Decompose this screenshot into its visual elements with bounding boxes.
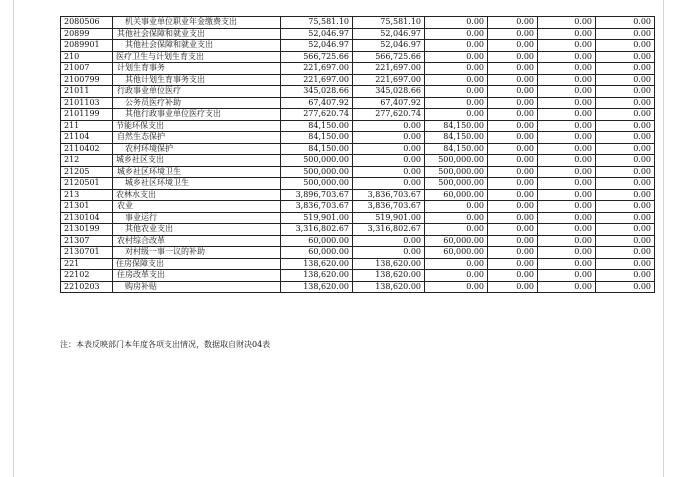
cell-total: 500,000.00 <box>281 166 353 178</box>
cell-col-4: 0.00 <box>488 247 538 259</box>
cell-col-4: 0.00 <box>488 166 538 178</box>
cell-subject-code: 2120501 <box>61 178 113 190</box>
cell-total: 138,620.00 <box>281 281 353 293</box>
cell-basic-expenditure: 0.00 <box>353 120 425 132</box>
cell-subject-code: 2130199 <box>61 224 113 236</box>
cell-col-6: 0.00 <box>596 97 655 109</box>
cell-project-expenditure: 0.00 <box>425 270 488 282</box>
cell-col-6: 0.00 <box>596 224 655 236</box>
cell-basic-expenditure: 0.00 <box>353 235 425 247</box>
table-row <box>61 40 655 52</box>
cell-subject-name: 住房改革支出 <box>113 270 281 282</box>
cell-col-6: 0.00 <box>596 40 655 52</box>
cell-col-5: 0.00 <box>538 143 596 155</box>
table-row <box>61 189 655 201</box>
cell-basic-expenditure: 0.00 <box>353 143 425 155</box>
cell-basic-expenditure: 3,836,703.67 <box>353 189 425 201</box>
cell-col-6: 0.00 <box>596 281 655 293</box>
cell-col-5: 0.00 <box>538 201 596 213</box>
cell-col-4: 0.00 <box>488 109 538 121</box>
cell-project-expenditure: 0.00 <box>425 17 488 29</box>
cell-project-expenditure: 0.00 <box>425 28 488 40</box>
cell-col-6: 0.00 <box>596 247 655 259</box>
cell-subject-name: 农业 <box>113 201 281 213</box>
table-row <box>61 74 655 86</box>
cell-col-5: 0.00 <box>538 132 596 144</box>
cell-subject-code: 2110402 <box>61 143 113 155</box>
table-body <box>61 17 655 293</box>
cell-project-expenditure: 0.00 <box>425 74 488 86</box>
cell-basic-expenditure: 75,581.10 <box>353 17 425 29</box>
cell-col-6: 0.00 <box>596 74 655 86</box>
cell-basic-expenditure: 138,620.00 <box>353 270 425 282</box>
cell-col-5: 0.00 <box>538 235 596 247</box>
cell-subject-code: 211 <box>61 120 113 132</box>
cell-project-expenditure: 0.00 <box>425 201 488 213</box>
table-row <box>61 235 655 247</box>
table-row <box>61 63 655 75</box>
cell-col-6: 0.00 <box>596 109 655 121</box>
cell-subject-code: 2130104 <box>61 212 113 224</box>
cell-subject-code: 21104 <box>61 132 113 144</box>
cell-col-5: 0.00 <box>538 86 596 98</box>
cell-col-6: 0.00 <box>596 155 655 167</box>
cell-col-4: 0.00 <box>488 212 538 224</box>
cell-col-6: 0.00 <box>596 189 655 201</box>
table-row <box>61 247 655 259</box>
cell-col-4: 0.00 <box>488 86 538 98</box>
cell-col-6: 0.00 <box>596 120 655 132</box>
cell-col-5: 0.00 <box>538 17 596 29</box>
cell-col-6: 0.00 <box>596 212 655 224</box>
cell-project-expenditure: 0.00 <box>425 40 488 52</box>
cell-col-4: 0.00 <box>488 224 538 236</box>
cell-project-expenditure: 0.00 <box>425 97 488 109</box>
cell-col-5: 0.00 <box>538 247 596 259</box>
cell-col-5: 0.00 <box>538 224 596 236</box>
cell-basic-expenditure: 221,697.00 <box>353 74 425 86</box>
page-edge-right <box>663 0 664 477</box>
cell-project-expenditure: 0.00 <box>425 258 488 270</box>
cell-col-4: 0.00 <box>488 235 538 247</box>
cell-basic-expenditure: 566,725.66 <box>353 51 425 63</box>
table-row <box>61 258 655 270</box>
cell-total: 345,028.66 <box>281 86 353 98</box>
cell-total: 52,046.97 <box>281 28 353 40</box>
table-row <box>61 143 655 155</box>
table-row <box>61 155 655 167</box>
cell-basic-expenditure: 345,028.66 <box>353 86 425 98</box>
cell-col-4: 0.00 <box>488 74 538 86</box>
cell-basic-expenditure: 0.00 <box>353 247 425 259</box>
cell-subject-name: 公务员医疗补助 <box>113 97 281 109</box>
cell-subject-name: 行政事业单位医疗 <box>113 86 281 98</box>
cell-col-4: 0.00 <box>488 28 538 40</box>
cell-col-5: 0.00 <box>538 51 596 63</box>
table-row <box>61 109 655 121</box>
cell-col-4: 0.00 <box>488 201 538 213</box>
cell-basic-expenditure: 52,046.97 <box>353 40 425 52</box>
cell-col-5: 0.00 <box>538 109 596 121</box>
cell-basic-expenditure: 52,046.97 <box>353 28 425 40</box>
cell-col-4: 0.00 <box>488 120 538 132</box>
cell-subject-code: 21301 <box>61 201 113 213</box>
cell-subject-name: 机关事业单位职业年金缴费支出 <box>113 17 281 29</box>
cell-basic-expenditure: 67,407.92 <box>353 97 425 109</box>
cell-subject-name: 医疗卫生与计划生育支出 <box>113 51 281 63</box>
cell-project-expenditure: 84,150.00 <box>425 120 488 132</box>
cell-col-6: 0.00 <box>596 17 655 29</box>
table-row <box>61 224 655 236</box>
cell-subject-name: 计划生育事务 <box>113 63 281 75</box>
cell-col-6: 0.00 <box>596 63 655 75</box>
table-row <box>61 97 655 109</box>
cell-project-expenditure: 0.00 <box>425 109 488 121</box>
cell-col-6: 0.00 <box>596 178 655 190</box>
cell-project-expenditure: 60,000.00 <box>425 189 488 201</box>
cell-col-6: 0.00 <box>596 235 655 247</box>
cell-col-4: 0.00 <box>488 189 538 201</box>
cell-project-expenditure: 0.00 <box>425 51 488 63</box>
cell-total: 138,620.00 <box>281 270 353 282</box>
cell-basic-expenditure: 138,620.00 <box>353 258 425 270</box>
cell-subject-name: 住房保障支出 <box>113 258 281 270</box>
cell-total: 3,836,703.67 <box>281 201 353 213</box>
cell-basic-expenditure: 3,316,802.67 <box>353 224 425 236</box>
cell-total: 500,000.00 <box>281 155 353 167</box>
cell-basic-expenditure: 0.00 <box>353 178 425 190</box>
cell-col-6: 0.00 <box>596 143 655 155</box>
cell-col-5: 0.00 <box>538 189 596 201</box>
cell-subject-code: 21011 <box>61 86 113 98</box>
cell-project-expenditure: 60,000.00 <box>425 235 488 247</box>
cell-total: 84,150.00 <box>281 143 353 155</box>
cell-subject-code: 2101103 <box>61 97 113 109</box>
cell-project-expenditure: 0.00 <box>425 212 488 224</box>
cell-total: 52,046.97 <box>281 40 353 52</box>
cell-col-5: 0.00 <box>538 97 596 109</box>
cell-subject-name: 其他农业支出 <box>113 224 281 236</box>
cell-col-6: 0.00 <box>596 258 655 270</box>
table-row <box>61 28 655 40</box>
cell-subject-code: 210 <box>61 51 113 63</box>
cell-project-expenditure: 0.00 <box>425 63 488 75</box>
cell-col-5: 0.00 <box>538 281 596 293</box>
cell-total: 221,697.00 <box>281 74 353 86</box>
cell-col-5: 0.00 <box>538 178 596 190</box>
cell-col-4: 0.00 <box>488 178 538 190</box>
cell-subject-code: 212 <box>61 155 113 167</box>
cell-subject-name: 其他行政事业单位医疗支出 <box>113 109 281 121</box>
table-row <box>61 51 655 63</box>
cell-col-4: 0.00 <box>488 281 538 293</box>
cell-project-expenditure: 0.00 <box>425 86 488 98</box>
cell-subject-code: 2210203 <box>61 281 113 293</box>
cell-subject-code: 20899 <box>61 28 113 40</box>
cell-col-5: 0.00 <box>538 212 596 224</box>
cell-subject-name: 城乡社区环境卫生 <box>113 178 281 190</box>
cell-basic-expenditure: 3,836,703.67 <box>353 201 425 213</box>
cell-total: 519,901.00 <box>281 212 353 224</box>
cell-subject-code: 21007 <box>61 63 113 75</box>
cell-subject-name: 自然生态保护 <box>113 132 281 144</box>
cell-col-5: 0.00 <box>538 270 596 282</box>
cell-project-expenditure: 500,000.00 <box>425 166 488 178</box>
cell-col-5: 0.00 <box>538 74 596 86</box>
cell-col-4: 0.00 <box>488 17 538 29</box>
cell-total: 67,407.92 <box>281 97 353 109</box>
cell-project-expenditure: 0.00 <box>425 281 488 293</box>
table-row <box>61 201 655 213</box>
cell-basic-expenditure: 519,901.00 <box>353 212 425 224</box>
cell-basic-expenditure: 138,620.00 <box>353 281 425 293</box>
cell-col-5: 0.00 <box>538 166 596 178</box>
cell-col-5: 0.00 <box>538 63 596 75</box>
cell-total: 500,000.00 <box>281 178 353 190</box>
cell-subject-code: 21205 <box>61 166 113 178</box>
cell-col-4: 0.00 <box>488 97 538 109</box>
cell-col-6: 0.00 <box>596 201 655 213</box>
table-row <box>61 86 655 98</box>
cell-col-6: 0.00 <box>596 270 655 282</box>
expenditure-table <box>60 16 655 293</box>
cell-col-4: 0.00 <box>488 270 538 282</box>
cell-total: 3,896,703.67 <box>281 189 353 201</box>
cell-subject-name: 其他计划生育事务支出 <box>113 74 281 86</box>
cell-subject-name: 城乡社区支出 <box>113 155 281 167</box>
cell-col-5: 0.00 <box>538 258 596 270</box>
cell-col-4: 0.00 <box>488 143 538 155</box>
table-row <box>61 132 655 144</box>
cell-col-4: 0.00 <box>488 155 538 167</box>
cell-subject-code: 2080506 <box>61 17 113 29</box>
cell-subject-code: 2100799 <box>61 74 113 86</box>
cell-project-expenditure: 84,150.00 <box>425 143 488 155</box>
cell-subject-code: 221 <box>61 258 113 270</box>
cell-project-expenditure: 0.00 <box>425 224 488 236</box>
cell-subject-name: 节能环保支出 <box>113 120 281 132</box>
cell-total: 221,697.00 <box>281 63 353 75</box>
cell-basic-expenditure: 0.00 <box>353 132 425 144</box>
cell-col-4: 0.00 <box>488 258 538 270</box>
cell-subject-name: 农村环境保护 <box>113 143 281 155</box>
cell-total: 277,620.74 <box>281 109 353 121</box>
cell-subject-code: 22102 <box>61 270 113 282</box>
cell-subject-name: 其他社会保障和就业支出 <box>113 40 281 52</box>
cell-subject-code: 2130701 <box>61 247 113 259</box>
cell-subject-name: 事业运行 <box>113 212 281 224</box>
cell-subject-code: 2101199 <box>61 109 113 121</box>
cell-total: 3,316,802.67 <box>281 224 353 236</box>
cell-col-6: 0.00 <box>596 86 655 98</box>
cell-col-6: 0.00 <box>596 28 655 40</box>
cell-subject-code: 2089901 <box>61 40 113 52</box>
cell-project-expenditure: 500,000.00 <box>425 155 488 167</box>
cell-col-5: 0.00 <box>538 28 596 40</box>
cell-basic-expenditure: 0.00 <box>353 166 425 178</box>
cell-total: 84,150.00 <box>281 120 353 132</box>
cell-basic-expenditure: 221,697.00 <box>353 63 425 75</box>
cell-subject-code: 213 <box>61 189 113 201</box>
cell-col-5: 0.00 <box>538 120 596 132</box>
cell-col-6: 0.00 <box>596 132 655 144</box>
cell-total: 75,581.10 <box>281 17 353 29</box>
cell-col-4: 0.00 <box>488 132 538 144</box>
cell-col-4: 0.00 <box>488 63 538 75</box>
cell-subject-name: 其他社会保障和就业支出 <box>113 28 281 40</box>
cell-basic-expenditure: 277,620.74 <box>353 109 425 121</box>
cell-subject-name: 对村级一事一议的补助 <box>113 247 281 259</box>
cell-col-4: 0.00 <box>488 40 538 52</box>
cell-subject-name: 城乡社区环境卫生 <box>113 166 281 178</box>
cell-subject-name: 购房补贴 <box>113 281 281 293</box>
cell-total: 566,725.66 <box>281 51 353 63</box>
cell-total: 60,000.00 <box>281 247 353 259</box>
table-footnote: 注：本表反映部门本年度各项支出情况，数据取自财决04表 <box>60 340 271 349</box>
table-row <box>61 212 655 224</box>
cell-subject-code: 21307 <box>61 235 113 247</box>
table-row <box>61 281 655 293</box>
cell-basic-expenditure: 0.00 <box>353 155 425 167</box>
cell-project-expenditure: 60,000.00 <box>425 247 488 259</box>
cell-col-4: 0.00 <box>488 51 538 63</box>
table-row <box>61 120 655 132</box>
table-row <box>61 17 655 29</box>
cell-total: 60,000.00 <box>281 235 353 247</box>
cell-col-6: 0.00 <box>596 51 655 63</box>
cell-col-5: 0.00 <box>538 155 596 167</box>
table-row <box>61 270 655 282</box>
cell-project-expenditure: 500,000.00 <box>425 178 488 190</box>
cell-col-6: 0.00 <box>596 166 655 178</box>
cell-total: 138,620.00 <box>281 258 353 270</box>
cell-total: 84,150.00 <box>281 132 353 144</box>
cell-subject-name: 农村综合改革 <box>113 235 281 247</box>
cell-col-5: 0.00 <box>538 40 596 52</box>
table-row <box>61 166 655 178</box>
table-row <box>61 178 655 190</box>
cell-subject-name: 农林水支出 <box>113 189 281 201</box>
cell-project-expenditure: 84,150.00 <box>425 132 488 144</box>
page-edge-left <box>13 0 14 477</box>
